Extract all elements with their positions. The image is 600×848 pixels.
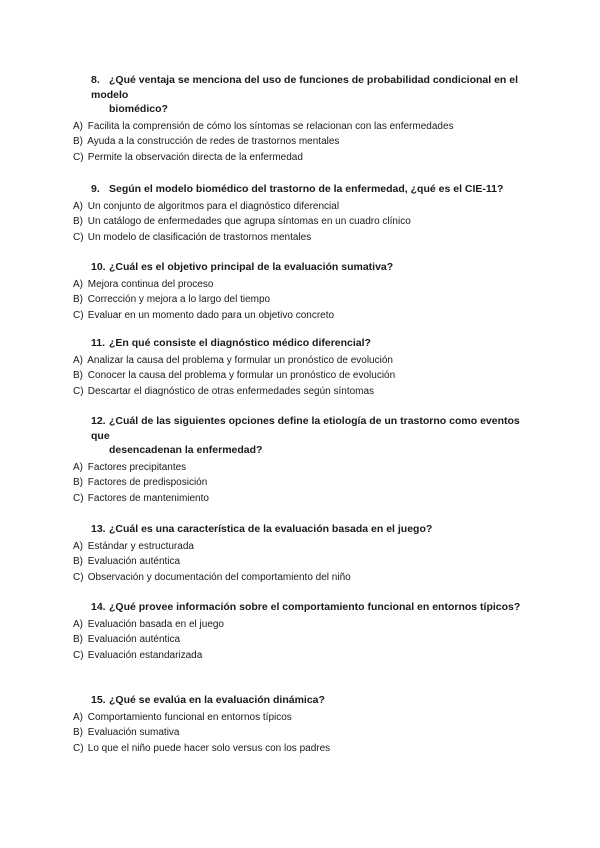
question-title: [73, 182, 533, 197]
option-c: [73, 491, 533, 507]
option-b: [73, 134, 533, 150]
option-letter: A): [73, 711, 83, 723]
question-title: [73, 522, 533, 537]
question-8: [73, 73, 533, 165]
option-letter: A): [73, 540, 83, 552]
option-text: Factores de predisposición: [87, 477, 208, 489]
question-9: [73, 182, 533, 245]
option-b: [73, 214, 533, 230]
option-text: Descartar el diagnóstico de otras enfermedades según síntomas: [87, 385, 375, 397]
option-letter: C): [73, 571, 84, 583]
option-b: [73, 368, 533, 384]
option-text: Un modelo de clasificación de trastornos mentales: [87, 231, 312, 243]
option-letter: C): [73, 309, 84, 321]
option-letter: B): [73, 370, 83, 382]
option-text: Permite la observación directa de la enfermedad: [87, 151, 303, 163]
option-text: Evaluación auténtica: [87, 634, 181, 646]
question-title: [73, 600, 533, 615]
option-text: Estándar y estructurada: [87, 540, 194, 552]
question-number: 13.: [91, 523, 106, 535]
question-title: [73, 336, 533, 351]
option-text: Observación y documentación del comportamiento del niño: [87, 571, 351, 583]
option-text: Facilita la comprensión de cómo los síntomas se relacionan con las enfermedades: [87, 120, 454, 132]
option-letter: B): [73, 136, 83, 148]
option-a: [73, 617, 533, 633]
option-letter: C): [73, 231, 84, 243]
option-c: [73, 741, 533, 757]
option-letter: C): [73, 151, 84, 163]
option-a: [73, 460, 533, 476]
question-number: 15.: [91, 694, 106, 706]
question-text: ¿Qué ventaja se menciona del uso de funciones de probabilidad condicional en el modelo: [91, 74, 519, 101]
option-text: Corrección y mejora a lo largo del tiempo: [87, 294, 271, 306]
option-letter: B): [73, 477, 83, 489]
option-text: Evaluación auténtica: [87, 556, 181, 568]
question-text-continued: desencadenan la enfermedad?: [109, 444, 263, 456]
option-letter: C): [73, 492, 84, 504]
question-title: [73, 260, 533, 275]
option-text: Evaluación estandarizada: [87, 649, 203, 661]
question-10: [73, 260, 533, 323]
option-text: Conocer la causa del problema y formular un pronóstico de evolución: [87, 370, 396, 382]
question-text: ¿Cuál es una característica de la evaluación basada en el juego?: [109, 523, 433, 535]
option-text: Evaluar en un momento dado para un objetivo concreto: [87, 309, 335, 321]
option-letter: A): [73, 200, 83, 212]
option-a: [73, 277, 533, 293]
question-number: 12.: [91, 415, 106, 427]
option-text: Comportamiento funcional en entornos típicos: [87, 711, 292, 723]
option-text: Lo que el niño puede hacer solo versus con los padres: [87, 742, 331, 754]
question-number: 14.: [91, 601, 106, 613]
option-c: [73, 150, 533, 166]
question-15: [73, 693, 533, 756]
option-text: Un conjunto de algoritmos para el diagnóstico diferencial: [87, 200, 340, 212]
question-14: [73, 600, 533, 663]
option-letter: C): [73, 649, 84, 661]
option-c: [73, 308, 533, 324]
option-a: [73, 119, 533, 135]
question-number: 10.: [91, 261, 106, 273]
question-title: [73, 693, 533, 708]
option-letter: B): [73, 727, 83, 739]
option-c: [73, 384, 533, 400]
question-11: [73, 336, 533, 399]
option-text: Evaluación sumativa: [87, 727, 180, 739]
option-letter: A): [73, 120, 83, 132]
option-letter: B): [73, 216, 83, 228]
option-b: [73, 725, 533, 741]
question-number: 11.: [91, 337, 106, 349]
option-letter: C): [73, 385, 84, 397]
option-letter: B): [73, 556, 83, 568]
option-text: Mejora continua del proceso: [87, 278, 214, 290]
question-title: [73, 73, 533, 117]
question-12: [73, 414, 533, 506]
option-text: Analizar la causa del problema y formular un pronóstico de evolución: [87, 354, 393, 366]
option-letter: A): [73, 278, 83, 290]
option-letter: B): [73, 294, 83, 306]
option-text: Factores de mantenimiento: [87, 492, 209, 504]
option-letter: A): [73, 354, 83, 366]
question-13: [73, 522, 533, 585]
option-a: [73, 710, 533, 726]
option-b: [73, 292, 533, 308]
option-c: [73, 230, 533, 246]
option-text: Factores precipitantes: [87, 461, 187, 473]
option-letter: A): [73, 618, 83, 630]
option-c: [73, 648, 533, 664]
question-text-continued: biomédico?: [109, 103, 168, 115]
option-b: [73, 554, 533, 570]
option-text: Evaluación basada en el juego: [87, 618, 224, 630]
option-letter: A): [73, 461, 83, 473]
option-text: Un catálogo de enfermedades que agrupa síntomas en un cuadro clínico: [87, 216, 411, 228]
question-title: [73, 414, 533, 458]
option-a: [73, 353, 533, 369]
option-letter: B): [73, 634, 83, 646]
option-letter: C): [73, 742, 84, 754]
question-text: ¿Qué provee información sobre el comportamiento funcional en entornos típicos?: [109, 601, 521, 613]
option-c: [73, 570, 533, 586]
question-text: ¿Qué se evalúa en la evaluación dinámica?: [109, 694, 325, 706]
question-text: ¿Cuál es el objetivo principal de la evaluación sumativa?: [109, 261, 394, 273]
option-b: [73, 475, 533, 491]
option-b: [73, 632, 533, 648]
question-text: ¿Cuál de las siguientes opciones define la etiología de un trastorno como eventos que: [91, 415, 520, 442]
option-a: [73, 199, 533, 215]
question-text: Según el modelo biomédico del trastorno de la enfermedad, ¿qué es el CIE-11?: [109, 183, 504, 195]
option-a: [73, 539, 533, 555]
question-number: 8.: [91, 74, 100, 86]
option-text: Ayuda a la construcción de redes de trastornos mentales: [87, 136, 340, 148]
question-text: ¿En qué consiste el diagnóstico médico diferencial?: [109, 337, 371, 349]
question-number: 9.: [91, 183, 100, 195]
